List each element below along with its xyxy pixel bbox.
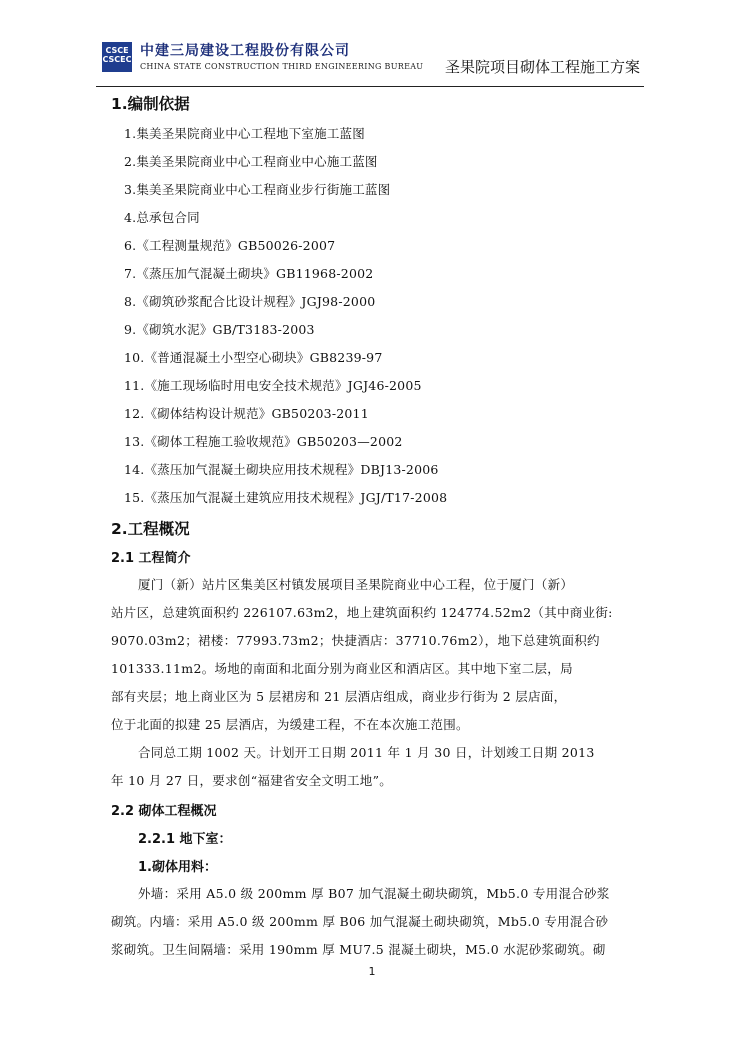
logo-text-top: CSCE	[105, 46, 129, 55]
paragraph-line: 9070.03m2；裙楼：77993.73m2；快捷酒店：37710.76m2），地下总建筑面积约	[111, 633, 600, 648]
paragraph-line: 位于北面的拟建 25 层酒店，为缓建工程，不在本次施工范围。	[111, 717, 469, 732]
subsection-heading-basement: 2.2.1 地下室：	[138, 832, 232, 847]
paragraph-line: 合同总工期 1002 天。计划开工日期 2011 年 1 月 30 日，计划竣工日期 2013	[138, 745, 595, 760]
paragraph-line: 年 10 月 27 日，要求创“福建省安全文明工地”。	[111, 773, 393, 788]
list-item: 3.集美圣果院商业中心工程商业步行街施工蓝图	[124, 182, 391, 197]
list-item: 1.集美圣果院商业中心工程地下室施工蓝图	[124, 126, 365, 141]
list-item: 9.《砌筑水泥》GB/T3183-2003	[124, 322, 315, 337]
page-number: 1	[368, 965, 376, 978]
list-item: 10.《普通混凝土小型空心砌块》GB8239-97	[124, 350, 383, 365]
page-header	[96, 38, 644, 86]
section-heading-basis: 1.编制依据	[111, 95, 190, 113]
list-item: 14.《蒸压加气混凝土砌块应用技术规程》DBJ13-2006	[124, 462, 439, 477]
section-heading-overview: 2.工程概况	[111, 520, 190, 538]
paragraph-line: 站片区，总建筑面积约 226107.63m2，地上建筑面积约 124774.52m2（其中商业街:	[111, 605, 613, 620]
paragraph-line: 外墙：采用 A5.0 级 200mm 厚 B07 加气混凝土砌块砌筑，Mb5.0 专用混合砂浆	[138, 886, 610, 901]
header-divider	[96, 86, 644, 87]
list-item: 12.《砌体结构设计规范》GB50203-2011	[124, 406, 369, 421]
company-name-cn: 中建三局建设工程股份有限公司	[140, 43, 350, 59]
list-item: 8.《砌筑砂浆配合比设计规程》JGJ98-2000	[124, 294, 376, 309]
list-item: 4.总承包合同	[124, 210, 200, 225]
list-item: 11.《施工现场临时用电安全技术规范》JGJ46-2005	[124, 378, 422, 393]
document-title: 圣果院项目砌体工程施工方案	[444, 58, 640, 76]
list-item: 6.《工程测量规范》GB50026-2007	[124, 238, 336, 253]
materials-heading: 1.砌体用料：	[138, 860, 217, 875]
company-logo	[102, 42, 132, 72]
paragraph-line: 厦门（新）站片区集美区村镇发展项目圣果院商业中心工程，位于厦门（新）	[138, 577, 574, 592]
paragraph-line: 砌筑。内墙：采用 A5.0 级 200mm 厚 B06 加气混凝土砌块砌筑，Mb5.0 专用混合砂	[111, 914, 609, 929]
paragraph-line: 101333.11m2。场地的南面和北面分别为商业区和酒店区。其中地下室二层，局	[111, 661, 573, 676]
paragraph-line: 部有夹层；地上商业区为 5 层裙房和 21 层酒店组成，商业步行街为 2 层店面，	[111, 689, 567, 704]
logo-text-bottom: CSCEC	[102, 55, 132, 64]
list-item: 7.《蒸压加气混凝土砌块》GB11968-2002	[124, 266, 374, 281]
list-item: 2.集美圣果院商业中心工程商业中心施工蓝图	[124, 154, 378, 169]
subsection-heading-intro: 2.1 工程简介	[111, 551, 191, 566]
list-item: 13.《砌体工程施工验收规范》GB50203—2002	[124, 434, 403, 449]
paragraph-line: 浆砌筑。卫生间隔墙：采用 190mm 厚 MU7.5 混凝土砌块，M5.0 水泥砂浆砌筑。砌	[111, 942, 606, 957]
subsection-heading-masonry: 2.2 砌体工程概况	[111, 804, 217, 819]
company-name-en: CHINA STATE CONSTRUCTION THIRD ENGINEERING BUREAU	[140, 62, 424, 71]
list-item: 15.《蒸压加气混凝土建筑应用技术规程》JGJ/T17-2008	[124, 490, 448, 505]
